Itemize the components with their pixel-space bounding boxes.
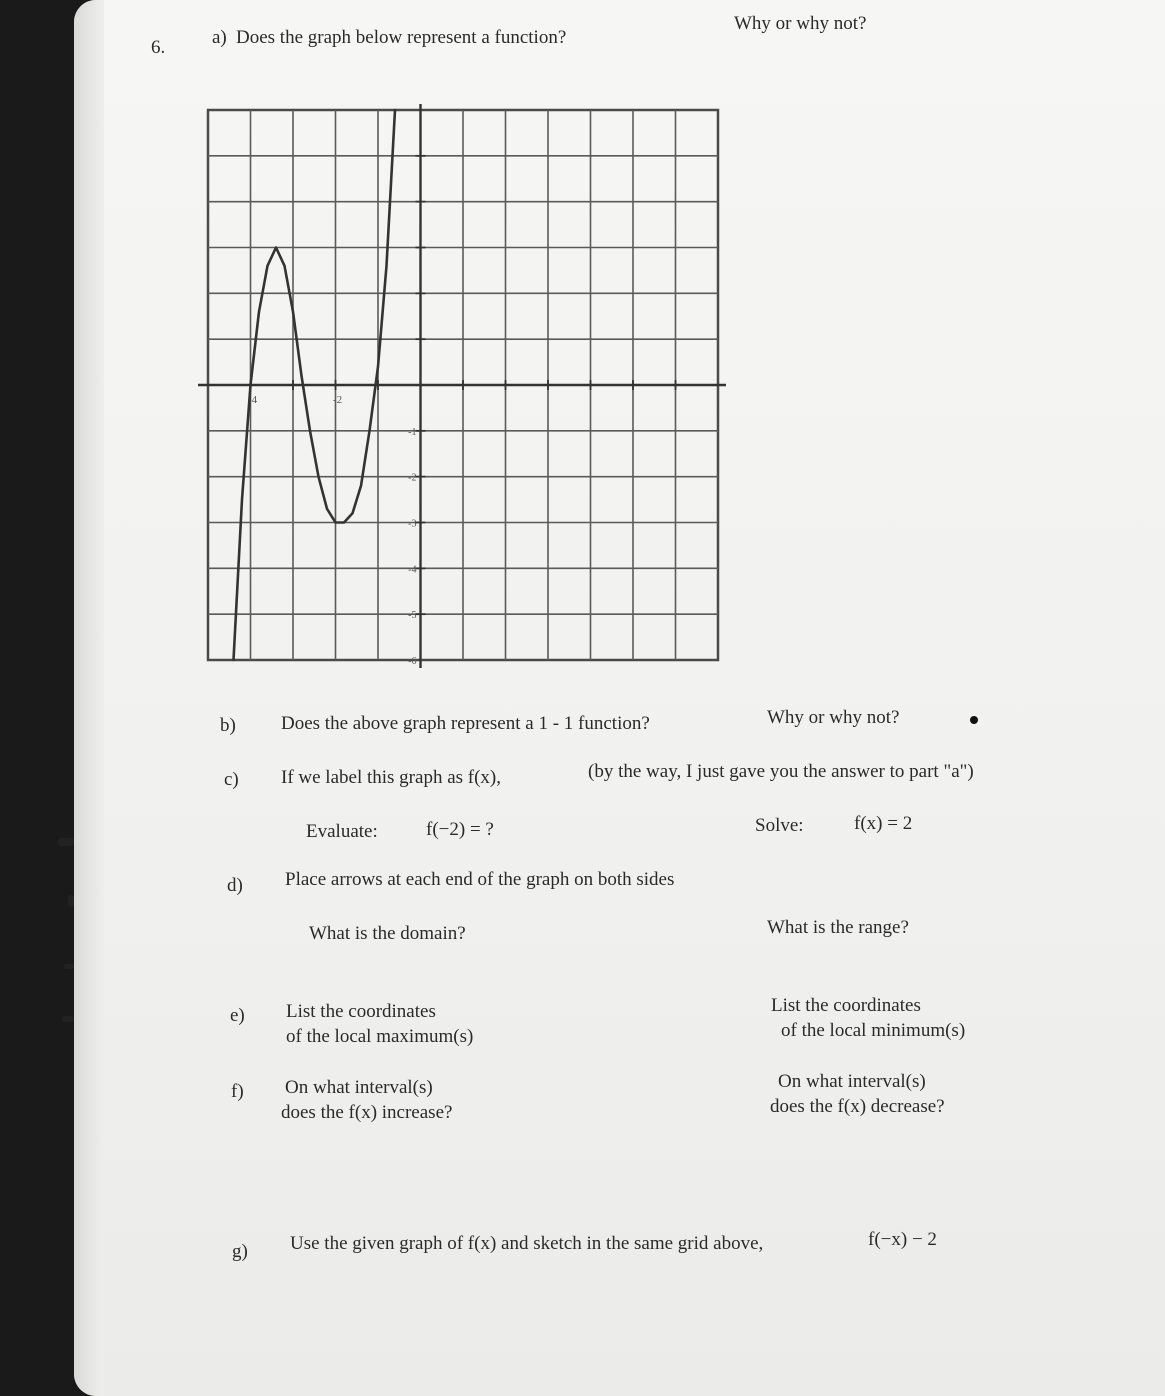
y-tick-label: -6	[408, 656, 417, 667]
y-tick-label: -1	[408, 426, 417, 438]
solve-label: Solve:	[755, 815, 804, 836]
part-g-expression: f(−x) − 2	[868, 1229, 937, 1250]
x-tick-label: -4	[247, 394, 258, 406]
y-tick-label: -4	[408, 564, 417, 576]
part-d-label: d)	[227, 875, 243, 896]
local-min-line1: List the coordinates	[771, 995, 921, 1016]
solve-expression: f(x) = 2	[854, 813, 913, 834]
part-f-label: f)	[231, 1081, 244, 1102]
part-b-label: b)	[220, 715, 236, 736]
part-b-why: Why or why not?	[767, 707, 900, 728]
y-tick-label: -3	[408, 518, 417, 530]
background-mark	[68, 895, 74, 907]
part-d-instruction: Place arrows at each end of the graph on both sides	[285, 869, 675, 890]
part-c-lead: If we label this graph as f(x),	[281, 767, 502, 788]
increase-line2: does the f(x) increase?	[281, 1102, 453, 1123]
y-tick-label: -5	[408, 610, 417, 622]
part-c-label: c)	[224, 769, 239, 790]
increase-line1: On what interval(s)	[285, 1077, 433, 1098]
range-question: What is the range?	[767, 917, 909, 938]
page-edge	[74, 0, 104, 1396]
part-a-question: Does the graph below represent a function?	[236, 27, 567, 48]
worksheet-page	[74, 0, 1165, 1396]
local-max-line2: of the local maximum(s)	[286, 1026, 474, 1047]
evaluate-expression: f(−2) = ?	[426, 819, 494, 840]
part-c-aside: (by the way, I just gave you the answer to part "a")	[588, 761, 974, 782]
y-tick-label: -2	[408, 472, 417, 484]
domain-question: What is the domain?	[309, 923, 466, 944]
ink-dot	[970, 716, 978, 724]
x-tick-label: -2	[332, 394, 343, 406]
part-b-question: Does the above graph represent a 1 - 1 function?	[281, 713, 650, 734]
part-e-label: e)	[230, 1005, 245, 1026]
function-graph	[192, 100, 732, 670]
decrease-line2: does the f(x) decrease?	[770, 1096, 945, 1117]
part-g-instruction: Use the given graph of f(x) and sketch in the same grid above,	[290, 1233, 764, 1254]
local-max-line1: List the coordinates	[286, 1001, 436, 1022]
part-g-label: g)	[232, 1241, 248, 1262]
local-min-line2: of the local minimum(s)	[781, 1020, 966, 1041]
problem-number: 6.	[151, 37, 166, 58]
part-a-label: a)	[212, 27, 227, 48]
evaluate-label: Evaluate:	[306, 821, 378, 842]
part-a-why: Why or why not?	[734, 13, 867, 34]
background-mark	[64, 964, 74, 969]
decrease-line1: On what interval(s)	[778, 1071, 926, 1092]
background-mark	[58, 838, 74, 846]
background-mark	[62, 1016, 74, 1022]
